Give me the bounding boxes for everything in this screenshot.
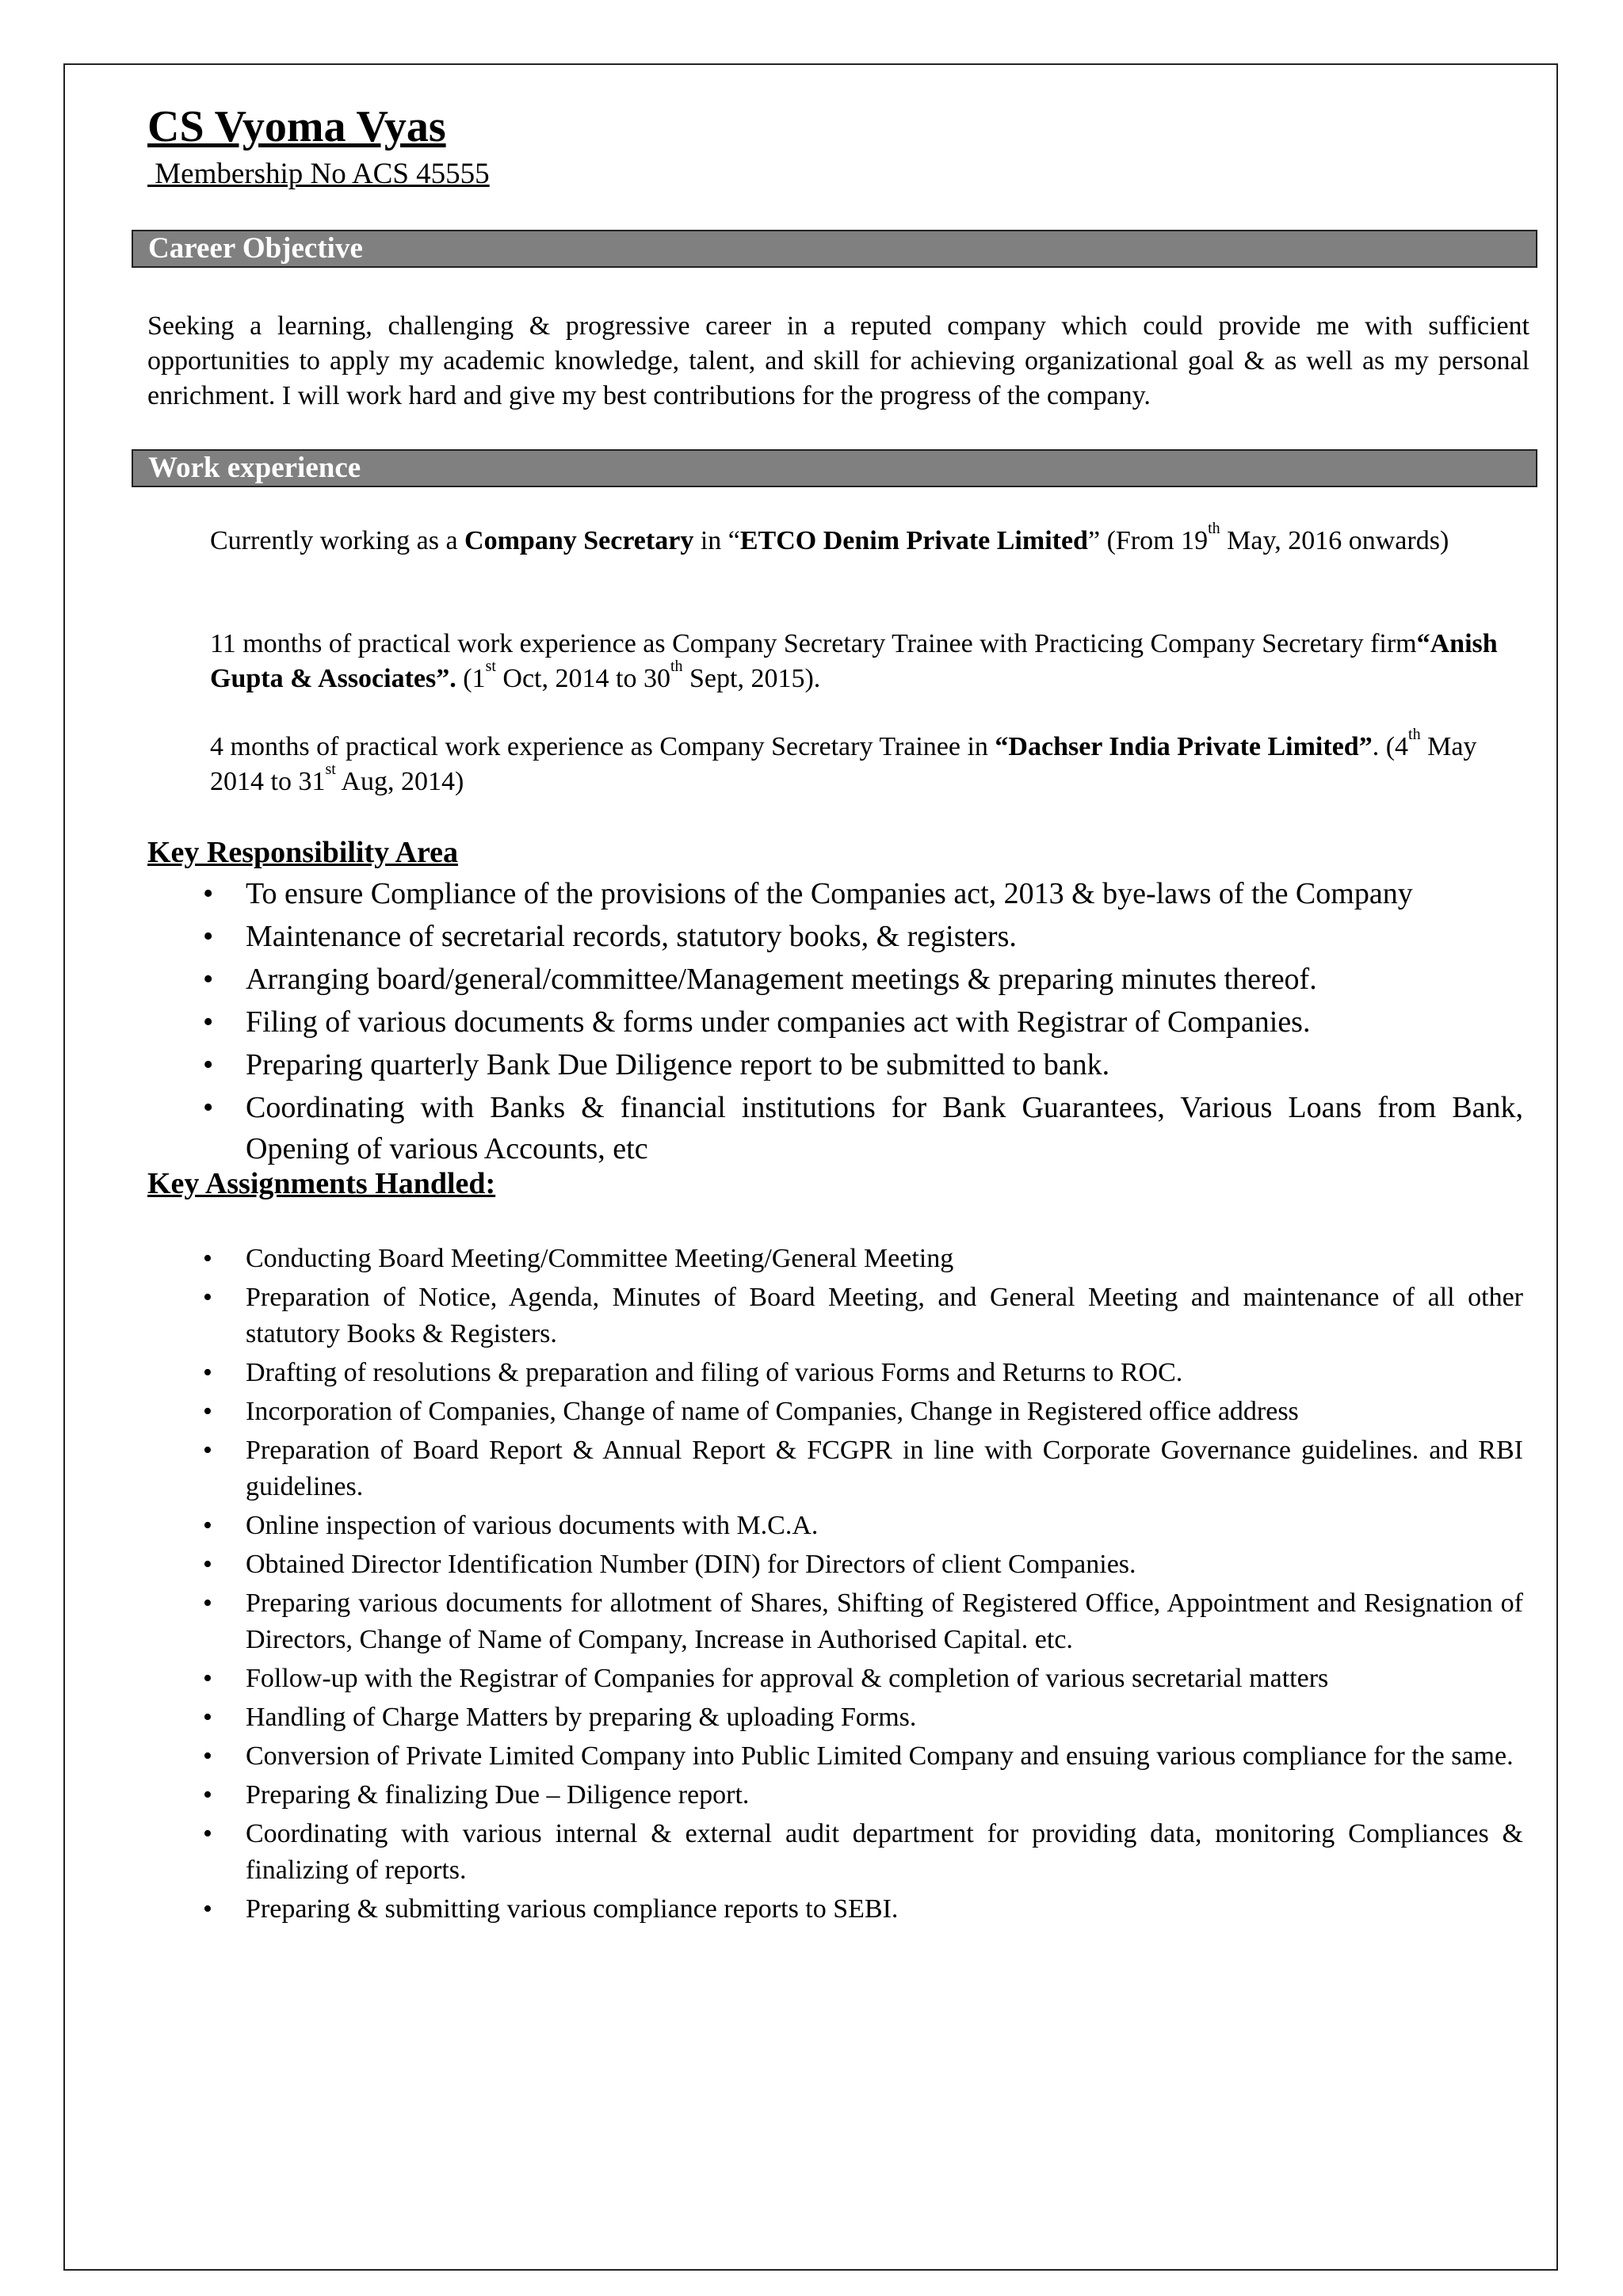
- work-entry-dachser-prefix: 4 months of practical work experience as Company Secretary Trainee in: [210, 732, 995, 761]
- list-item: • To ensure Compliance of the provisions of the Companies act, 2013 & bye-laws of the Company: [147, 873, 1523, 914]
- work-entry-dachser-date-c: Aug, 2014): [335, 767, 464, 796]
- work-entry-current-sup: th: [1208, 520, 1220, 537]
- work-entry-anish: [210, 627, 1510, 696]
- work-entry-dachser-dot: .: [1372, 732, 1380, 761]
- work-entry-anish-firm: “Anish Gupta & Associates”.: [210, 629, 1498, 693]
- list-item: • Drafting of resolutions & preparation and filing of various Forms and Returns to ROC.: [147, 1355, 1523, 1391]
- work-entry-anish-sup-a: st: [485, 658, 496, 675]
- list-item: • Handling of Charge Matters by preparing & uploading Forms.: [147, 1699, 1523, 1736]
- work-entry-current-company: ETCO Denim Private Limited: [739, 526, 1088, 555]
- list-item: • Online inspection of various documents with M.C.A.: [147, 1508, 1523, 1544]
- list-item: • Incorporation of Companies, Change of name of Companies, Change in Registered office address: [147, 1394, 1523, 1430]
- list-item: • Coordinating with Banks & financial institutions for Bank Guarantees, Various Loans from Bank, Opening of various Accounts, etc: [147, 1087, 1523, 1169]
- candidate-name: CS Vyoma Vyas: [147, 102, 446, 151]
- work-entry-anish-sup-b: th: [670, 658, 683, 675]
- key-assignments-heading: Key Assignments Handled:: [147, 1167, 496, 1200]
- list-item: • Filing of various documents & forms under companies act with Registrar of Companies.: [147, 1001, 1523, 1043]
- work-entry-current-role: Company Secretary: [464, 526, 694, 555]
- list-item: • Preparing quarterly Bank Due Diligence report to be submitted to bank.: [147, 1044, 1523, 1085]
- work-entry-anish-date-b: Oct, 2014 to 30: [495, 664, 670, 693]
- work-experience-header: Work experience: [132, 449, 1537, 487]
- list-item: • Conducting Board Meeting/Committee Meeting/General Meeting: [147, 1241, 1523, 1277]
- work-entry-current-mid: in “: [693, 526, 740, 555]
- key-assignments-list: [147, 1241, 1523, 1930]
- list-item: • Preparation of Board Report & Annual Report & FCGPR in line with Corporate Governance guidelines. and RBI guidelines.: [147, 1432, 1523, 1505]
- list-item: • Preparation of Notice, Agenda, Minutes of Board Meeting, and General Meeting and maintenance of all other statutory Books & Registers.: [147, 1280, 1523, 1352]
- work-entry-dachser-sup-a: th: [1408, 726, 1421, 743]
- career-objective-text: Seeking a learning, challenging & progressive career in a reputed company which could provide me with sufficient opportunities to apply my academic knowledge, talent, and skill for achieving organizational goal & as well as my personal enrichment. I will work hard and give my best contributions for the progress of the company.: [147, 311, 1529, 410]
- list-item: • Arranging board/general/committee/Management meetings & preparing minutes thereof.: [147, 959, 1523, 1000]
- work-entry-current: [210, 520, 1510, 559]
- career-objective-header: Career Objective: [132, 230, 1537, 268]
- list-item: • Coordinating with various internal & external audit department for providing data, monitoring Compliances & finalizing of reports.: [147, 1816, 1523, 1889]
- work-entry-anish-date-c: Sept, 2015).: [682, 664, 821, 693]
- key-responsibility-list: [147, 873, 1523, 1171]
- membership-number: Membership No ACS 45555: [147, 158, 490, 190]
- list-item: • Preparing & finalizing Due – Diligence report.: [147, 1777, 1523, 1814]
- work-entry-dachser-sup-b: st: [325, 761, 336, 778]
- work-entry-dachser-date-a: (4: [1379, 732, 1409, 761]
- work-entry-anish-date-a: (1: [456, 664, 486, 693]
- work-entry-current-end: May, 2016 onwards): [1220, 526, 1449, 555]
- work-entry-dachser: [210, 726, 1518, 799]
- list-item: • Follow-up with the Registrar of Companies for approval & completion of various secretarial matters: [147, 1661, 1523, 1697]
- list-item: • Conversion of Private Limited Company into Public Limited Company and ensuing various compliance for the same.: [147, 1738, 1523, 1775]
- list-item: • Preparing various documents for allotment of Shares, Shifting of Registered Office, Appointment and Resignation of Directors, Change of Name of Company, Increase in Authorised Capital. etc.: [147, 1585, 1523, 1658]
- work-entry-anish-prefix: 11 months of practical work experience as Company Secretary Trainee with Practicing Company Secretary firm: [210, 629, 1417, 658]
- work-entry-current-prefix: Currently working as a: [210, 526, 465, 555]
- key-responsibility-heading: Key Responsibility Area: [147, 836, 458, 869]
- list-item: • Maintenance of secretarial records, statutory books, & registers.: [147, 916, 1523, 957]
- work-entry-dachser-date-b: May 2014 to 31: [210, 732, 1477, 796]
- list-item: • Obtained Director Identification Number (DIN) for Directors of client Companies.: [147, 1547, 1523, 1583]
- work-entry-dachser-company: “Dachser India Private Limited”: [995, 732, 1373, 761]
- list-item: • Preparing & submitting various compliance reports to SEBI.: [147, 1891, 1523, 1928]
- work-entry-current-after: ” (From 19: [1087, 526, 1209, 555]
